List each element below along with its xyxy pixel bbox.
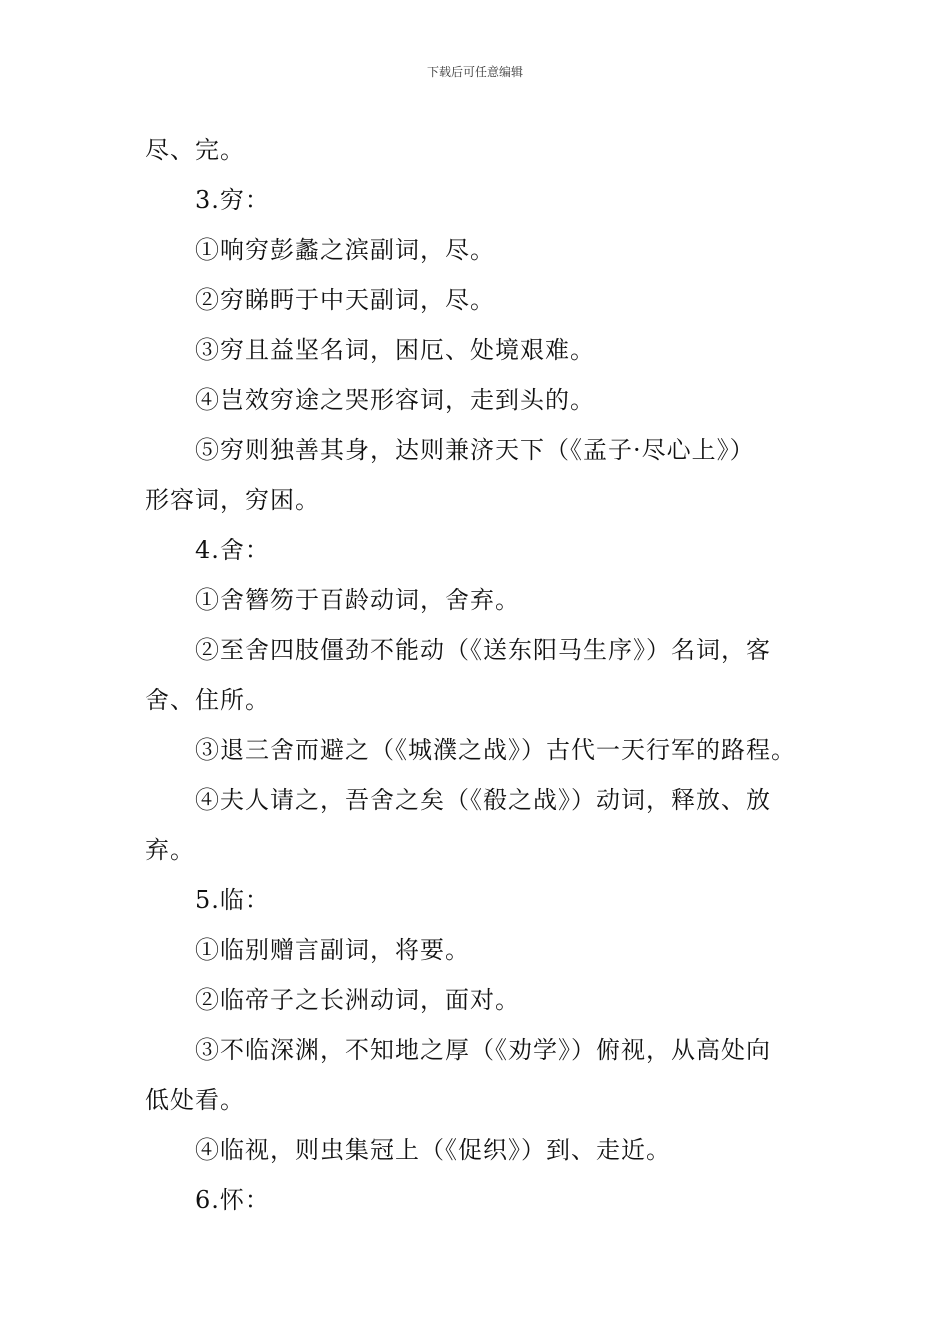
paragraph-line: ①舍簪笏于百龄动词，舍弃。 <box>195 586 520 614</box>
paragraph-line: 舍、住所。 <box>145 686 270 714</box>
paragraph-line: 低处看。 <box>145 1086 245 1114</box>
paragraph-line: ②至舍四肢僵劲不能动（《送东阳马生序》）名词，客 <box>195 636 771 664</box>
page-header: 下载后可任意编辑 <box>426 65 523 79</box>
paragraph-line: ①响穷彭蠡之滨副词，尽。 <box>195 236 495 264</box>
paragraph-line: ②临帝子之长洲动词，面对。 <box>195 986 520 1014</box>
paragraph-line: ②穷睇眄于中天副词，尽。 <box>195 286 495 314</box>
paragraph-line: 4.舍： <box>195 536 270 564</box>
paragraph-line: ③退三舍而避之（《城濮之战》）古代一天行军的路程。 <box>195 736 796 764</box>
paragraph-line: 弃。 <box>145 836 195 864</box>
paragraph-line: 形容词，穷困。 <box>145 486 320 514</box>
paragraph-line: ④临视，则虫集冠上（《促织》）到、走近。 <box>195 1136 671 1164</box>
paragraph-line: 5.临： <box>195 886 270 914</box>
paragraph-line: ③穷且益坚名词，困厄、处境艰难。 <box>195 336 595 364</box>
paragraph-line: ①临别赠言副词，将要。 <box>195 936 470 964</box>
paragraph-line: ④岂效穷途之哭形容词，走到头的。 <box>195 386 595 414</box>
paragraph-line: ③不临深渊，不知地之厚（《劝学》）俯视，从高处向 <box>195 1036 771 1064</box>
paragraph-line: 6.怀： <box>195 1186 270 1214</box>
document-body <box>145 125 810 1225</box>
paragraph-line: ④夫人请之，吾舍之矣（《殽之战》）动词，释放、放 <box>195 786 771 814</box>
paragraph-line: 尽、完。 <box>145 136 245 164</box>
paragraph-line: 3.穷： <box>195 186 270 214</box>
paragraph-line: ⑤穷则独善其身，达则兼济天下（《孟子·尽心上》） <box>195 436 755 464</box>
